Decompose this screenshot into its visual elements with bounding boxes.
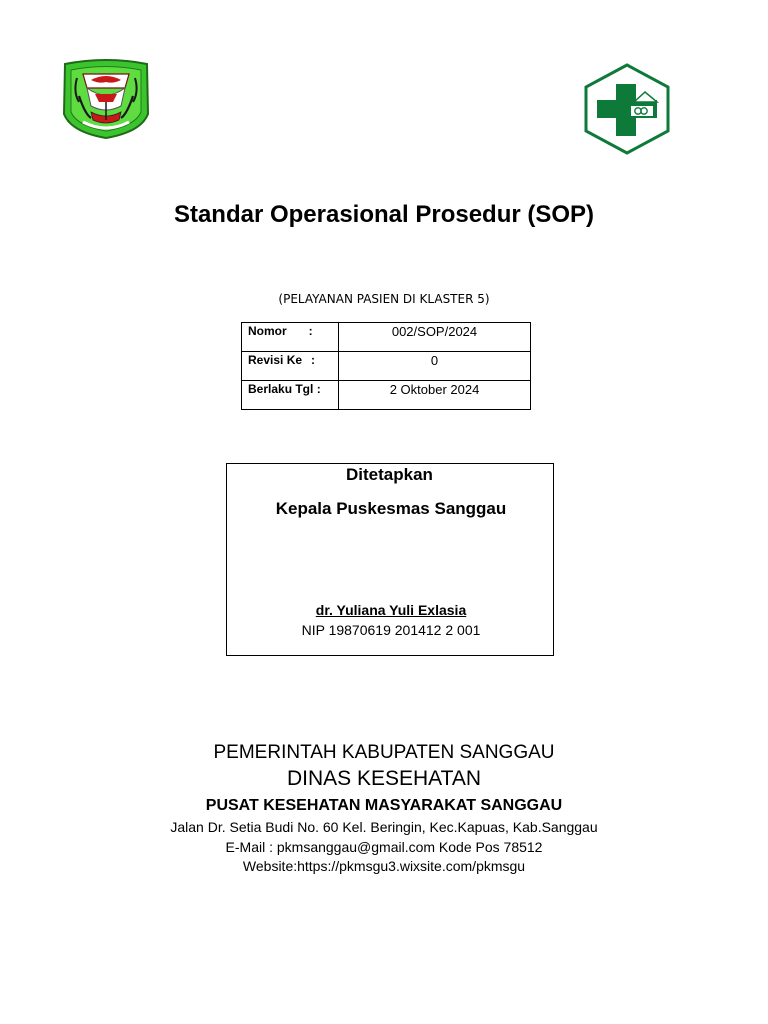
info-label <box>242 352 339 381</box>
signature-position: Kepala Puskesmas Sanggau <box>275 499 507 518</box>
puskesmas-logo-icon <box>581 62 673 156</box>
footer-government: PEMERINTAH KABUPATEN SANGGAU <box>213 742 555 763</box>
label-colon: : <box>308 324 313 338</box>
signatory-nip: NIP 19870619 201412 2 001 <box>301 622 481 638</box>
document-info-table <box>241 322 531 410</box>
label-colon: : <box>316 382 321 396</box>
table-row <box>242 381 531 410</box>
regency-coat-of-arms-icon <box>61 58 151 140</box>
footer-address: Jalan Dr. Setia Budi No. 60 Kel. Beringin, Kec.Kapuas, Kab.Sanggau <box>170 819 598 835</box>
berlaku-label: Berlaku Tgl <box>248 382 314 396</box>
revisi-label: Revisi Ke <box>248 353 303 367</box>
signature-box <box>226 463 554 656</box>
footer-email: E-Mail : pkmsanggau@gmail.com Kode Pos 78512 <box>225 839 543 855</box>
table-row <box>242 352 531 381</box>
table-row <box>242 323 531 352</box>
signatory-name: dr. Yuliana Yuli Exlasia <box>315 602 467 618</box>
berlaku-value: 2 Oktober 2024 <box>339 381 531 410</box>
document-subtitle: (PELAYANAN PASIEN DI KLASTER 5) <box>278 292 490 306</box>
document-title: Standar Operasional Prosedur (SOP) <box>173 201 595 228</box>
footer-website: Website:https://pkmsgu3.wixsite.com/pkmsgu <box>242 858 526 874</box>
info-label <box>242 323 339 352</box>
label-colon: : <box>311 353 316 367</box>
revisi-value: 0 <box>339 352 531 381</box>
info-label <box>242 381 339 410</box>
signatory-name-line <box>227 602 555 618</box>
nomor-value: 002/SOP/2024 <box>339 323 531 352</box>
signature-heading: Ditetapkan <box>346 465 433 484</box>
footer-department: DINAS KESEHATAN <box>286 767 482 790</box>
nomor-label: Nomor <box>248 324 287 338</box>
footer-institution: PUSAT KESEHATAN MASYARAKAT SANGGAU <box>205 797 563 814</box>
